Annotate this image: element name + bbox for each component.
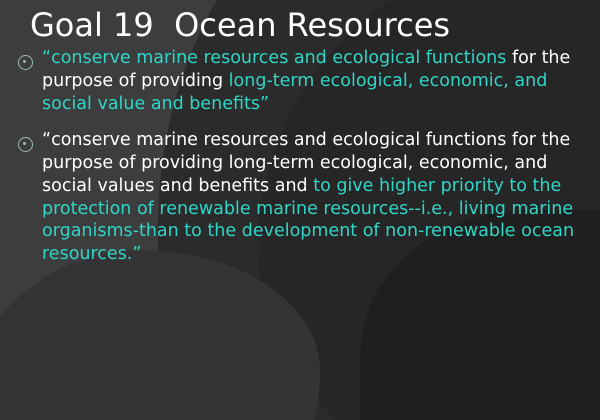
bullet-item: [18, 129, 586, 266]
bullet-1-segment-3: long-term ecological, economic, and social value and benefits”: [42, 70, 548, 114]
bullet-text-1: [42, 47, 586, 115]
hollow-circle-bullet-icon: [18, 55, 33, 70]
bullet-text-2: [42, 129, 586, 266]
bullet-item: [18, 47, 586, 115]
bullet-1-segment-2: for the purpose of providing: [42, 48, 571, 91]
bullet-1-segment-1: “conserve marine resources and ecological functions: [42, 48, 507, 69]
bullet-2-segment-2: to give higher priority to the protection of renewable marine resources--i.e., living marine organisms-than to the development of non-renewable ocean resources.”: [42, 175, 575, 265]
slide-title: Goal 19 Ocean Resources: [30, 6, 451, 44]
bullet-2-segment-1: “conserve marine resources and ecological functions for the purpose of providing long-term ecological, economic, and social values and benefits and: [42, 130, 571, 196]
hollow-circle-bullet-icon: [18, 137, 33, 152]
